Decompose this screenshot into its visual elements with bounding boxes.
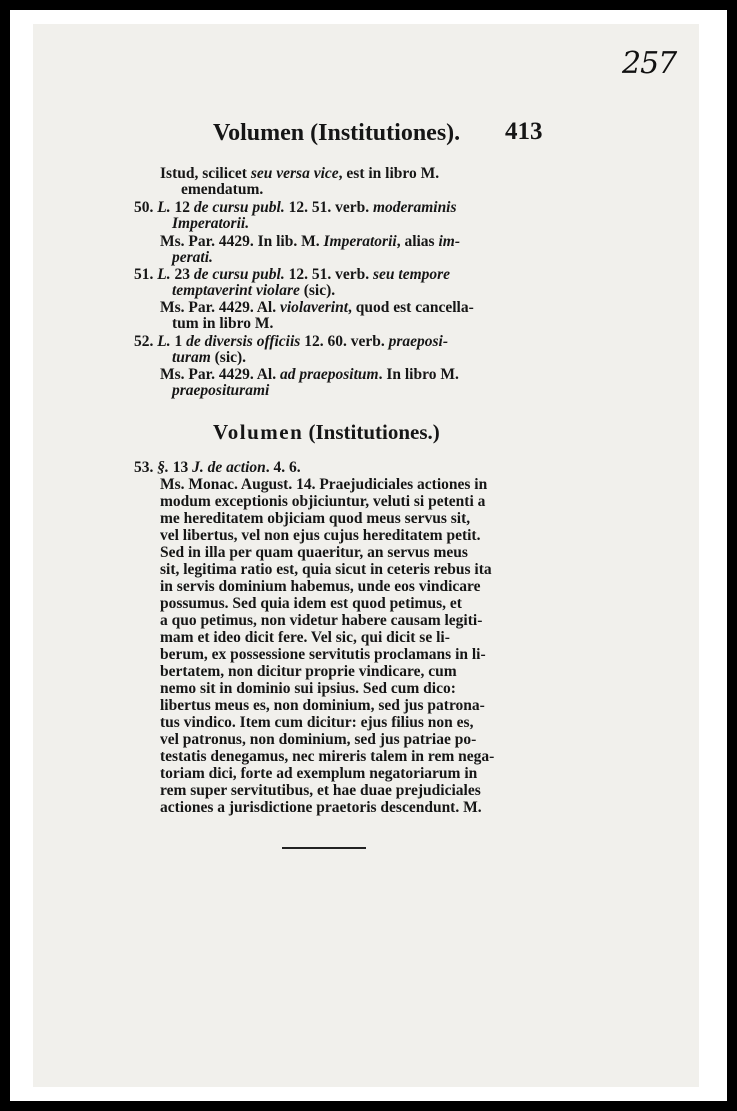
text-line: Imperatorii. <box>172 215 250 232</box>
running-head-title: Volumen (Institutiones). <box>213 120 461 146</box>
text-line: praepositurami <box>172 382 270 399</box>
text-line: Istud, scilicet seu versa vice, est in libro M. <box>160 165 440 182</box>
running-head <box>213 118 543 147</box>
body-line: bertatem, non dicitur proprie vindicare, cum <box>160 663 457 680</box>
text-line: turam (sic). <box>172 349 247 366</box>
text-line: emendatum. <box>181 181 264 198</box>
body-line: a quo petimus, non videtur habere causam legiti- <box>160 612 483 629</box>
body-line: nemo sit in dominio sui ipsius. Sed cum dico: <box>160 680 456 697</box>
body-line: rem super servitutibus, et hae duae prejudiciales <box>160 782 481 799</box>
body-line: Sed in illa per quam quaeritur, an servus meus <box>160 544 468 561</box>
body-line: sit, legitima ratio est, quia sicut in ceteris rebus ita <box>160 561 492 578</box>
body-line: in servis dominium habemus, unde eos vindicare <box>160 578 481 595</box>
text-line: perati. <box>172 249 213 266</box>
body-line: modum exceptionis objiciuntur, veluti si petenti a <box>160 493 486 510</box>
note-53: 53. §. 13 J. de action. 4. 6. <box>134 459 301 476</box>
note-50: 50. L. 12 de cursu publ. 12. 51. verb. moderaminis <box>134 199 457 216</box>
page-number: 413 <box>505 118 543 145</box>
body-line: vel libertus, vel non ejus cujus hereditatem petit. <box>160 527 481 544</box>
note-51: 51. L. 23 de cursu publ. 12. 51. verb. seu tempore <box>134 266 451 283</box>
folio-number: 257 <box>622 46 677 81</box>
body-line: toriam dici, forte ad exemplum negatoriarum in <box>160 765 478 782</box>
body-line: mam et ideo dicit fere. Vel sic, qui dicit se li- <box>160 629 450 646</box>
body-line: berum, ex possessione servitutis proclamans in li- <box>160 646 486 663</box>
text-line: Ms. Par. 4429. In lib. M. Imperatorii, alias im- <box>160 233 460 250</box>
body-line: actiones a jurisdictione praetoris descendunt. M. <box>160 799 482 816</box>
text-line: temptaverint violare (sic). <box>172 282 336 299</box>
body-line: me hereditatem objiciam quod meus servus sit, <box>160 510 471 527</box>
body-line: libertus meus es, non dominium, sed jus patrona- <box>160 697 485 714</box>
body-line: Ms. Monac. August. 14. Praejudiciales actiones in <box>160 476 488 493</box>
text-line: tum in libro M. <box>172 315 274 332</box>
section-heading: Volumen (Institutiones.) <box>213 420 440 444</box>
note-52: 52. L. 1 de diversis officiis 12. 60. verb. praeposi- <box>134 333 449 350</box>
end-rule <box>282 847 366 849</box>
body-line: tus vindico. Item cum dicitur: ejus filius non es, <box>160 714 474 731</box>
body-line: possumus. Sed quia idem est quod petimus, et <box>160 595 462 612</box>
body-line: testatis denegamus, nec mireris talem in rem nega- <box>160 748 495 765</box>
body-line: vel patronus, non dominium, sed jus patriae po- <box>160 731 477 748</box>
text-line: Ms. Par. 4429. Al. violaverint, quod est cancella- <box>160 299 474 316</box>
text-line: Ms. Par. 4429. Al. ad praepositum. In libro M. <box>160 366 459 383</box>
